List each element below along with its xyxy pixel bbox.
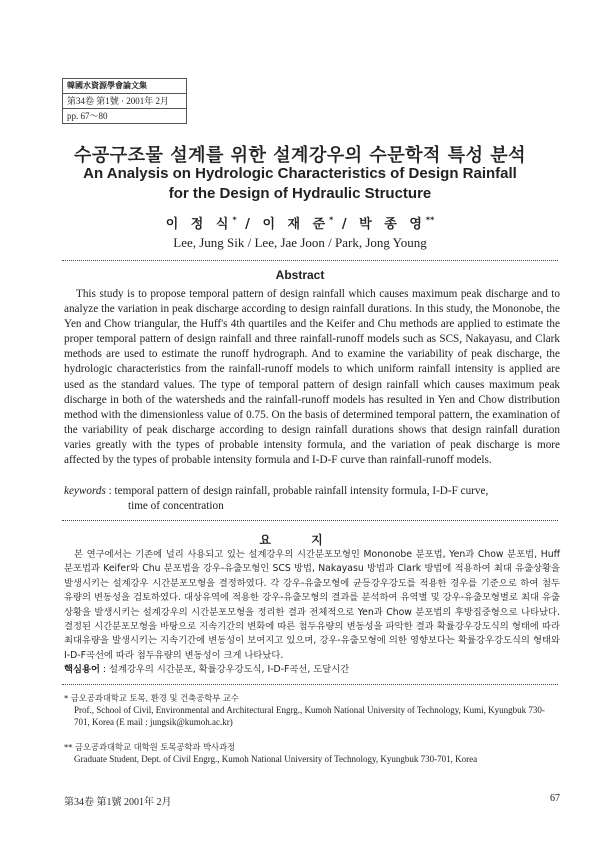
author-separator: / <box>333 217 360 232</box>
title-english-line2: for the Design of Hydraulic Structure <box>168 185 432 202</box>
page-number: 67 <box>550 793 560 804</box>
abstract-body: This study is to propose temporal pattern of design rainfall which causes maximum peak discharge and to analyze the variation in peak discharge according to design rainfall durations. In this study, the Mononobe, the Yen and Chow triangular, the Huff's 4th quartiles and the Keifer and Chu methods are applied to estimate the proper temporal pattern of design rainfall and three rainfall-runoff models such as SCS, Nakayasu, and Clark methods are used to estimate the runoff hydrograph. And to examine the variability of peak discharge, the hydrologic characteristics from the rainfall-runoff models to which uniform rainfall intensity is applied are used as the standard values. The type of temporal pattern of design rainfall which causes maximum peak discharge in both of the watersheds and the rainfall-runoff models has resulted in Yen and Chow distribution method with the dimensionless value of 0.75. On the basis of determined temporal pattern, the examination of the variability of peak discharge according to design rainfall durations shows that design rainfall duration varies greatly with the types of probable intensity formula, and the variation of peak discharge is more affected by the types of probable intensity formula and I-D-F curve than rainfall-runoff models. <box>64 288 560 467</box>
abstract-heading: Abstract <box>275 268 325 282</box>
title-english-line1: An Analysis on Hydrologic Characteristics of Design Rainfall <box>83 165 517 182</box>
divider <box>62 684 558 685</box>
keywords-label: keywords <box>64 485 106 497</box>
korean-abstract-heading: 요 지 <box>259 533 341 547</box>
title-english <box>0 164 600 204</box>
author-3-ko: 박 종 영 <box>359 217 426 232</box>
author-2-mark: * <box>329 215 334 225</box>
journal-name: 韓國水資源學會論文集 <box>63 79 186 94</box>
korean-abstract-body: 본 연구에서는 기존에 널리 사용되고 있는 설계강우의 시간분포모형인 Mononobe 분포법, Yen과 Chow 분포법, Huff 분포법과 Keifer와 Chu 분포법을 강우-유출모형인 SCS 방법, Nakayasu 방법과 Clark 방법에 적용하여 최대 유출상황을 발생시키는 설계강우 시간분포모형을 결정하였다. 각 강우-유출모형에 균등강우강도를 적용한 경우를 기준으로 하여 첨두유량의 변동성을 검토하였다. 대상유역에 적용한 강우-유출모형의 결과를 분석하여 유역별 및 강우-유출모형별로 최대 유출상황을 발생시키는 설계강우의 시간분포모형을 정리한 결과 전체적으로 Yen과 Chow 분포법의 후방집중형으로 나타났다. 결정된 시간분포모형을 바탕으로 지속기간의 변화에 따른 첨두유량의 변동성을 파악한 결과 확률강우강도식의 형태에 따라 최대유량을 발생시키는 지속기간에 변동성이 보여지고 있으며, 강우-유출모형에 의한 영향보다는 확률강우강도식의 형태와 I-D-F곡선에 따라 첨두유량의 변동성이 크게 나타났다. <box>64 549 560 661</box>
authors-english: Lee, Jung Sik / Lee, Jae Joon / Park, Jong Young <box>173 235 427 250</box>
author-1-ko: 이 정 식 <box>165 217 233 232</box>
journal-pages: pp. 67～80 <box>67 111 108 121</box>
divider <box>62 260 558 261</box>
footnote-2 <box>64 741 560 765</box>
journal-info-box <box>62 78 187 124</box>
author-separator: / <box>236 217 263 232</box>
journal-volume: 第34卷 第1號 · 2001年 2月 <box>63 94 186 109</box>
title-korean: 수공구조물 설계를 위한 설계강우의 수문학적 특성 분석 <box>73 145 527 166</box>
footer-volume: 第34卷 第1號 2001年 2月 <box>64 797 172 808</box>
keywords-text: : temporal pattern of design rainfall, probable rainfall intensity formula, I-D-F curve, <box>105 485 489 497</box>
author-1-mark: * <box>232 215 237 225</box>
author-3-mark: ** <box>425 215 435 225</box>
divider <box>62 520 558 521</box>
keywords-block <box>64 484 560 514</box>
footnote-1 <box>64 692 560 728</box>
korean-keywords <box>64 663 560 677</box>
korean-keywords-text: : 설계강우의 시간분포, 확률강우강도식, I-D-F곡선, 도달시간 <box>99 664 350 675</box>
footnote-1-ko: * 금오공과대학교 토목, 환경 및 건축공학부 교수 <box>64 693 239 703</box>
page-footer <box>64 793 560 808</box>
author-2-ko: 이 재 준 <box>262 217 330 232</box>
keywords-text-cont: time of concentration <box>128 500 224 512</box>
footnote-2-ko: ** 금오공과대학교 대학원 토목공학과 박사과정 <box>64 742 236 752</box>
korean-keywords-label: 핵심용어 <box>64 664 100 675</box>
authors-korean <box>0 213 600 232</box>
footnote-2-en: Graduate Student, Dept. of Civil Engrg., Kumoh National University of Technology, Kyungbuk 730-701, Korea <box>74 754 478 764</box>
footnote-1-en: Prof., School of Civil, Environmental and Architectural Engrg., Kumoh National University of Technology, Kumi, Kyungbuk 730-701, Korea (E mail : jungsik@kumoh.ac.kr) <box>74 705 545 727</box>
